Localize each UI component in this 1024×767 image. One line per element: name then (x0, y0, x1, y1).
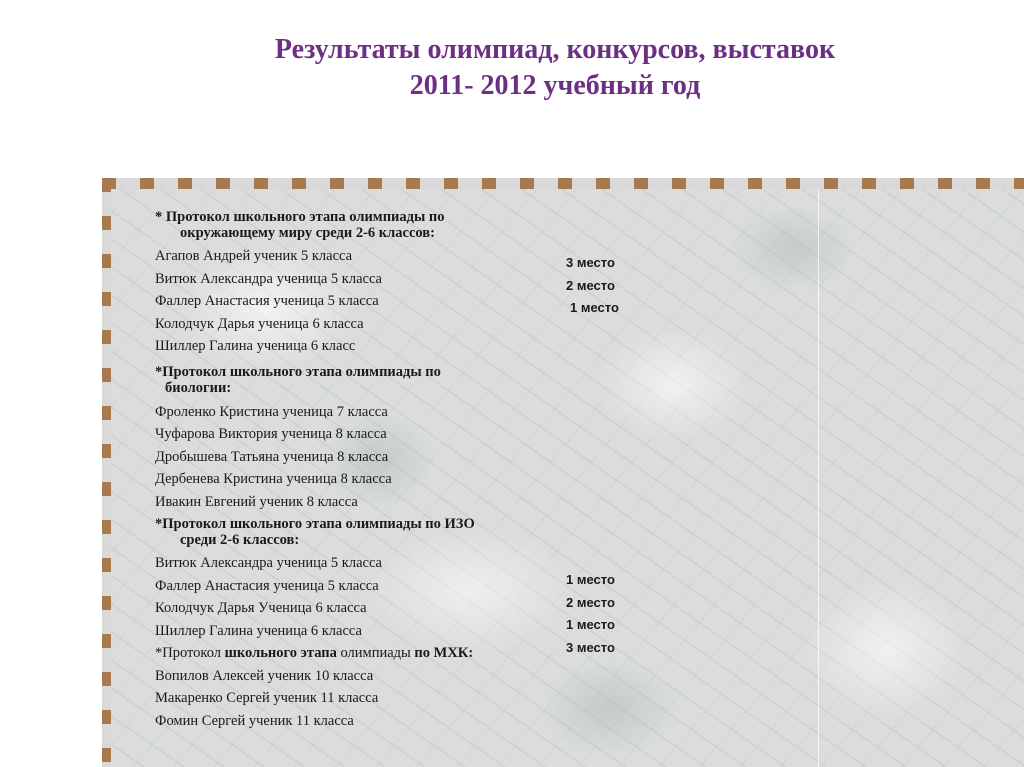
section-header-line: * Протокол школьного этапа олимпиады по (155, 209, 445, 225)
section-header-line: биологии: (165, 379, 232, 396)
places-art (566, 569, 615, 659)
student-row: Дербенева Кристина ученица 8 класса (155, 471, 392, 487)
student-row: Чуфарова Виктория ученица 8 класса (155, 426, 387, 442)
section-header-line: *Протокол школьного этапа олимпиады по (155, 363, 441, 380)
frame-top-border (102, 178, 1024, 189)
place-label: 2 место (566, 594, 615, 610)
student-row: Фроленко Кристина ученица 7 класса (155, 403, 388, 420)
student-row: Ивакин Евгений ученик 8 класса (155, 493, 358, 510)
student-row: Дробышева Татьяна ученица 8 класса (155, 448, 389, 465)
student-row: Витюк Александра ученица 5 класса (155, 555, 382, 571)
results-list (155, 209, 555, 732)
section-header-line: *Протокол школьного этапа олимпиады по ИЗО (155, 516, 475, 532)
place-label: 2 место (566, 277, 615, 293)
student-row: Фомин Сергей ученик 11 класса (155, 712, 354, 729)
place-label: 3 место (566, 639, 615, 655)
section-header-mhk: *Протокол школьного этапа олимпиады по МХК: (155, 645, 474, 661)
student-row: Вопилов Алексей ученик 10 класса (155, 667, 374, 684)
place-label: 1 место (566, 572, 615, 587)
page-title (0, 32, 1024, 104)
place-label: 3 место (566, 255, 615, 270)
section-header-biology (155, 364, 555, 396)
student-row: Шиллер Галина ученица 6 класс (155, 338, 356, 354)
place-label: 1 место (566, 617, 615, 632)
student-row: Шиллер Галина ученица 6 класса (155, 622, 362, 639)
title-line-2: 2011- 2012 учебный год (409, 70, 701, 101)
student-row: Колодчук Дарья ученица 6 класса (155, 315, 364, 332)
student-row: Колодчук Дарья Ученица 6 класса (155, 600, 367, 616)
places-environment (566, 252, 619, 320)
title-line-1: Результаты олимпиад, конкурсов, выставок (274, 34, 836, 65)
section-header-art (155, 516, 555, 548)
student-row: Витюк Александра ученица 5 класса (155, 270, 382, 287)
student-row: Агапов Андрей ученик 5 класса (155, 248, 353, 264)
place-label: 1 место (570, 300, 619, 315)
background-seam (818, 189, 819, 767)
frame-left-border (102, 178, 111, 767)
section-header-environment (155, 209, 555, 241)
student-row: Фаллер Анастасия ученица 5 класса (155, 293, 379, 309)
student-row: Фаллер Анастасия ученица 5 класса (155, 577, 379, 594)
section-header-line: окружающему миру среди 2-6 классов: (180, 225, 435, 241)
student-row: Макаренко Сергей ученик 11 класса (155, 690, 379, 706)
section-header-line: среди 2-6 классов: (180, 532, 300, 548)
